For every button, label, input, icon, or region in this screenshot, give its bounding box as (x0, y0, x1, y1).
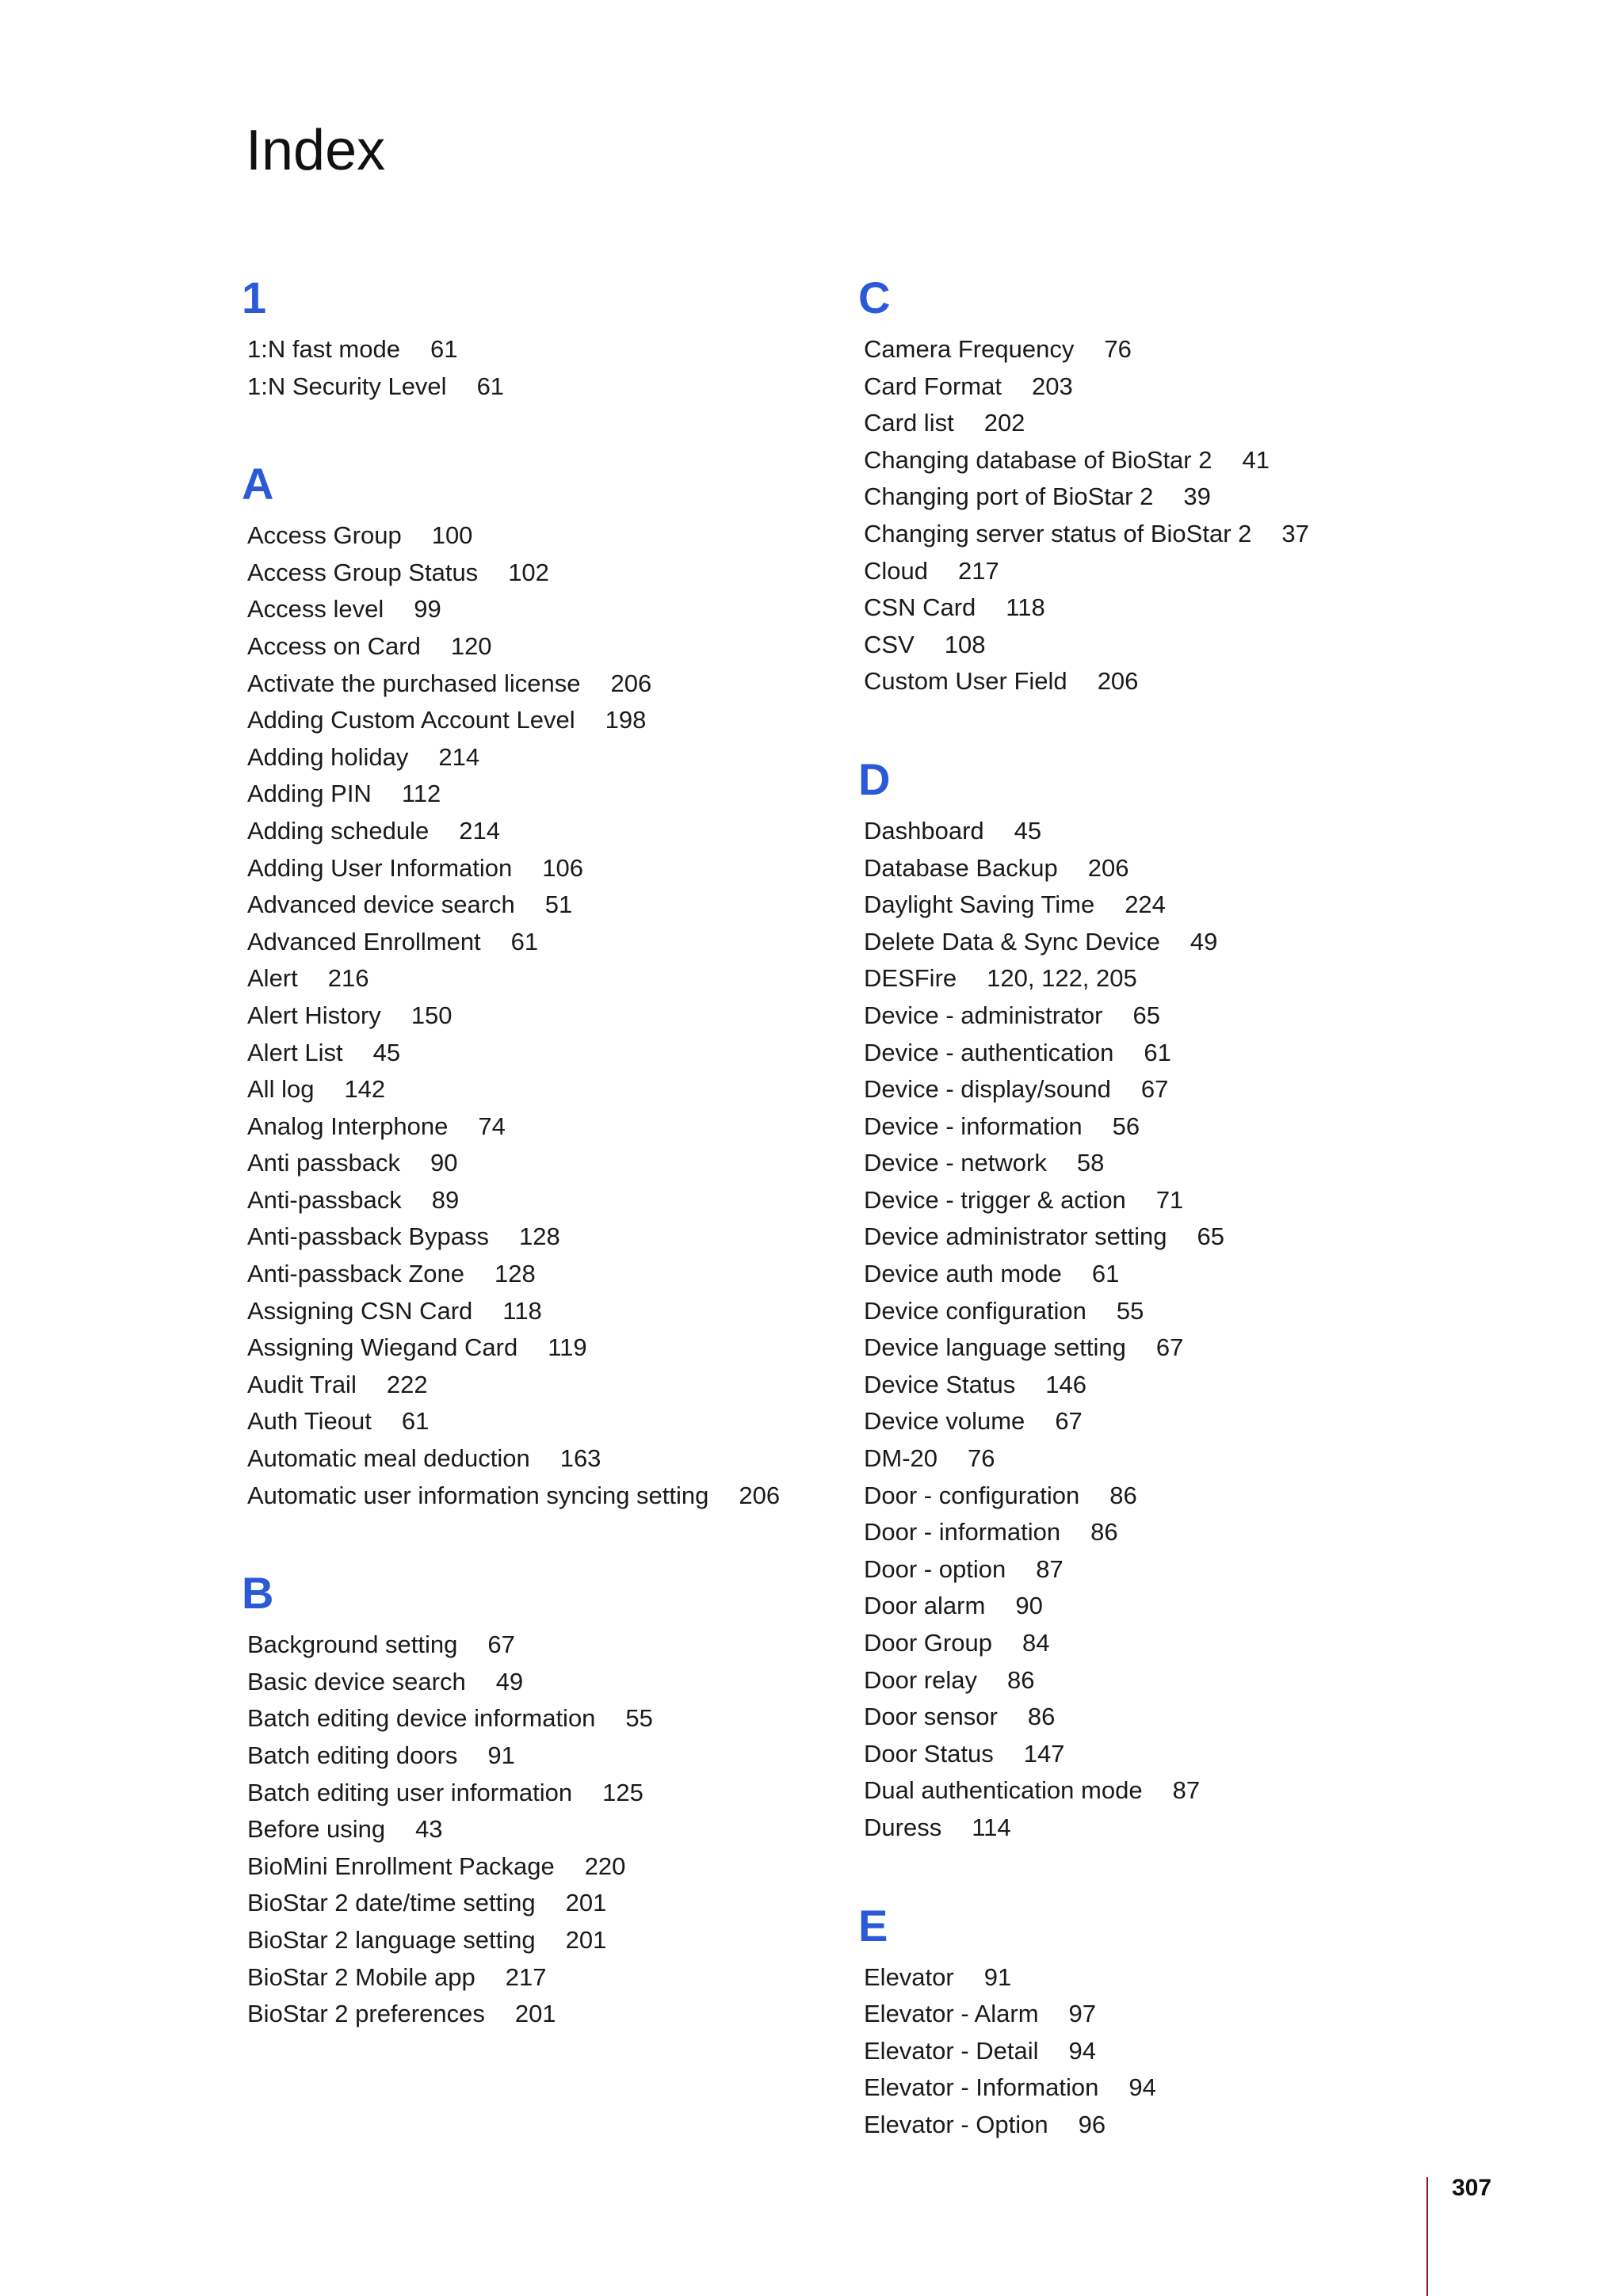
index-entry (858, 1145, 1461, 1182)
index-entry (858, 813, 1461, 850)
entry-term: Anti-passback Zone (247, 1260, 464, 1288)
entry-term: Device configuration (864, 1296, 1086, 1325)
entry-term: BioStar 2 Mobile app (247, 1962, 475, 1991)
entry-term: Anti-passback Bypass (247, 1222, 489, 1251)
index-entry (858, 1772, 1461, 1810)
index-entry (242, 776, 844, 813)
entry-pages[interactable]: 120, 122, 205 (987, 964, 1137, 993)
entry-pages[interactable]: 118 (502, 1296, 542, 1325)
index-column-right (858, 271, 1461, 2196)
index-entry (242, 1367, 844, 1404)
entry-term: Door Group (864, 1629, 992, 1657)
entry-pages[interactable]: 61 (1144, 1038, 1171, 1066)
entry-pages[interactable]: 97 (1068, 2000, 1096, 2028)
entry-term: Assigning CSN Card (247, 1296, 473, 1325)
entry-term: Anti passback (247, 1149, 400, 1177)
index-entry (242, 1959, 844, 1997)
entry-term: Door - option (864, 1554, 1006, 1583)
entry-term: 1:N Security Level (247, 372, 447, 400)
index-entry (242, 924, 844, 961)
entry-pages[interactable]: 61 (401, 1407, 430, 1436)
entry-pages[interactable]: 198 (605, 706, 647, 734)
entry-pages[interactable]: 222 (386, 1370, 428, 1398)
entry-pages[interactable]: 71 (1155, 1185, 1184, 1214)
index-entry (858, 1810, 1461, 1847)
entry-term: Elevator - Information (864, 2073, 1099, 2102)
entry-term: Anti-passback (247, 1185, 402, 1214)
page-number: 307 (1452, 2175, 1492, 2201)
entry-term: CSV (864, 630, 915, 658)
entry-term: Assigning Wiegand Card (247, 1333, 518, 1362)
index-entry (858, 1662, 1461, 1699)
entry-term: 1:N fast mode (247, 335, 400, 363)
index-entry (858, 997, 1461, 1035)
entry-pages[interactable]: 87 (1036, 1554, 1064, 1583)
index-entry (242, 1700, 844, 1737)
entry-pages[interactable]: 214 (459, 816, 500, 845)
index-section (858, 271, 1461, 700)
entry-pages[interactable]: 112 (401, 780, 441, 808)
index-entry (242, 1182, 844, 1219)
index-entry (858, 1478, 1461, 1515)
entry-pages[interactable]: 142 (344, 1075, 386, 1104)
entry-term: Adding holiday (247, 742, 409, 771)
entry-pages[interactable]: 89 (431, 1185, 460, 1214)
index-entry (858, 405, 1461, 442)
entry-pages[interactable]: 67 (1055, 1407, 1083, 1436)
index-entry (242, 813, 844, 850)
entry-term: Batch editing device information (247, 1704, 596, 1733)
entry-pages[interactable]: 74 (478, 1112, 506, 1140)
entry-pages[interactable]: 65 (1132, 1001, 1160, 1029)
entry-pages[interactable]: 206 (1087, 853, 1129, 882)
entry-term: Door - information (864, 1518, 1061, 1547)
entry-pages[interactable]: 45 (1014, 816, 1042, 845)
entry-pages[interactable]: 67 (1155, 1333, 1184, 1362)
index-section (242, 457, 844, 1514)
entry-term: Door - configuration (864, 1481, 1080, 1509)
entry-term: Device - trigger & action (864, 1185, 1126, 1214)
entry-pages[interactable]: 217 (958, 556, 999, 585)
index-entry (858, 1329, 1461, 1367)
entry-pages[interactable]: 43 (415, 1815, 443, 1844)
entry-term: Changing port of BioStar 2 (864, 482, 1154, 511)
entry-pages[interactable]: 41 (1242, 445, 1270, 474)
entry-pages[interactable]: 224 (1125, 891, 1166, 919)
entry-term: Database Backup (864, 853, 1058, 882)
entry-pages[interactable]: 91 (487, 1741, 515, 1769)
entry-pages[interactable]: 201 (514, 2000, 556, 2028)
entry-term: Alert List (247, 1038, 343, 1066)
index-entry (242, 628, 844, 666)
entry-term: Batch editing user information (247, 1778, 573, 1806)
entry-pages[interactable]: 206 (610, 669, 652, 697)
entry-pages[interactable]: 91 (983, 1962, 1012, 1991)
index-entry (858, 1367, 1461, 1404)
entry-pages[interactable]: 96 (1078, 2110, 1106, 2138)
index-entry (242, 517, 844, 555)
entry-pages[interactable]: 206 (739, 1481, 781, 1509)
index-entry (242, 331, 844, 368)
index-entry (858, 1736, 1461, 1773)
index-entry (858, 924, 1461, 961)
entry-pages[interactable]: 128 (518, 1222, 560, 1251)
entry-pages[interactable]: 67 (1140, 1075, 1169, 1104)
entry-pages[interactable]: 37 (1281, 519, 1309, 547)
entry-pages[interactable]: 58 (1076, 1149, 1105, 1177)
section-letter: B (242, 1568, 274, 1619)
entry-term: Adding PIN (247, 780, 372, 808)
entry-term: Device volume (864, 1407, 1025, 1436)
entry-term: Cloud (864, 556, 928, 585)
entry-term: BioMini Enrollment Package (247, 1852, 555, 1880)
entry-term: Duress (864, 1813, 942, 1841)
index-entry (858, 1108, 1461, 1146)
index-entry (242, 1922, 844, 1959)
entry-pages[interactable]: 84 (1022, 1629, 1050, 1657)
entry-term: Advanced device search (247, 891, 515, 919)
entry-term: Advanced Enrollment (247, 927, 481, 955)
entry-term: Automatic user information syncing setting (247, 1481, 709, 1509)
index-entry (858, 1256, 1461, 1293)
entry-term: Alert (247, 964, 298, 993)
entry-pages[interactable]: 51 (544, 891, 573, 919)
entry-term: All log (247, 1075, 315, 1104)
entry-term: BioStar 2 language setting (247, 1925, 536, 1954)
entry-pages[interactable]: 201 (565, 1889, 607, 1917)
index-entry (242, 1737, 844, 1775)
index-entry (242, 1478, 844, 1515)
entry-term: Door relay (864, 1665, 977, 1694)
entry-term: Door alarm (864, 1592, 986, 1620)
entry-term: Access Group (247, 521, 402, 550)
index-section (858, 753, 1461, 1847)
index-column-left (242, 271, 844, 2085)
index-entry (858, 2107, 1461, 2144)
entry-term: Door sensor (864, 1703, 998, 1731)
index-entry (858, 1996, 1461, 2033)
entry-pages[interactable]: 106 (542, 853, 584, 882)
entry-pages[interactable]: 61 (510, 927, 539, 955)
section-letter: C (858, 273, 891, 322)
index-entry (242, 1848, 844, 1886)
index-entry (858, 589, 1461, 627)
index-entry (242, 1627, 844, 1664)
index-section (242, 271, 844, 405)
entry-term: Batch editing doors (247, 1741, 458, 1769)
index-entry (858, 1219, 1461, 1256)
entry-term: Background setting (247, 1630, 458, 1659)
entry-term: Access Group Status (247, 558, 479, 586)
index-entry (858, 368, 1461, 406)
entry-term: Elevator - Option (864, 2110, 1048, 2138)
index-entry (242, 1403, 844, 1440)
entry-pages[interactable]: 114 (972, 1813, 1011, 1841)
section-letter: A (242, 459, 274, 509)
entry-term: Dashboard (864, 816, 984, 845)
index-entry (858, 960, 1461, 997)
entry-term: Device - authentication (864, 1038, 1114, 1066)
entry-term: Camera Frequency (864, 335, 1075, 363)
entry-term: Changing database of BioStar 2 (864, 445, 1212, 474)
index-entry (858, 850, 1461, 887)
index-entry (242, 850, 844, 887)
index-entry (858, 553, 1461, 590)
entry-term: Adding schedule (247, 816, 430, 845)
index-entry (858, 1551, 1461, 1589)
index-entry (242, 1885, 844, 1922)
index-entry (242, 1775, 844, 1812)
entry-pages[interactable]: 55 (1116, 1296, 1144, 1325)
index-entry (242, 368, 844, 406)
entry-term: CSN Card (864, 593, 976, 622)
entry-term: Analog Interphone (247, 1112, 449, 1140)
entry-term: Elevator - Detail (864, 2036, 1039, 2065)
index-entry (858, 1625, 1461, 1662)
entry-term: Daylight Saving Time (864, 891, 1095, 919)
index-entry (242, 702, 844, 739)
index-entry (858, 516, 1461, 553)
index-entry (858, 442, 1461, 479)
entry-pages[interactable]: 87 (1172, 1776, 1201, 1805)
entry-pages[interactable]: 102 (508, 558, 549, 586)
index-entry (858, 1182, 1461, 1219)
index-entry (858, 1699, 1461, 1736)
entry-term: Device auth mode (864, 1260, 1062, 1288)
entry-pages[interactable]: 118 (1006, 593, 1045, 622)
index-entry (242, 1440, 844, 1478)
index-entry (242, 1664, 844, 1701)
index-section (242, 1566, 844, 2033)
entry-pages[interactable]: 49 (1190, 927, 1218, 955)
index-entry (242, 960, 844, 997)
entry-term: DESFire (864, 964, 957, 993)
entry-pages[interactable]: 86 (1027, 1703, 1056, 1731)
entry-pages[interactable]: 203 (1031, 372, 1073, 400)
entry-term: Changing server status of BioStar 2 (864, 519, 1252, 547)
entry-pages[interactable]: 94 (1128, 2073, 1156, 2102)
entry-term: Access on Card (247, 631, 421, 660)
index-entry (242, 591, 844, 628)
entry-pages[interactable]: 202 (983, 409, 1025, 437)
entry-term: Card list (864, 409, 954, 437)
index-entry (858, 627, 1461, 664)
entry-pages[interactable]: 94 (1068, 2036, 1097, 2065)
index-entry (858, 1071, 1461, 1108)
entry-pages[interactable]: 206 (1097, 667, 1139, 696)
index-entry (242, 1811, 844, 1848)
index-entry (858, 2069, 1461, 2107)
entry-term: Elevator - Alarm (864, 2000, 1039, 2028)
entry-pages[interactable]: 56 (1112, 1112, 1140, 1140)
entry-term: BioStar 2 preferences (247, 2000, 485, 2028)
entry-pages[interactable]: 45 (372, 1038, 401, 1066)
entry-pages[interactable]: 220 (584, 1852, 626, 1880)
entry-pages[interactable]: 108 (944, 630, 986, 658)
entry-term: Device - display/sound (864, 1075, 1111, 1104)
entry-term: Custom User Field (864, 667, 1067, 696)
entry-term: Dual authentication mode (864, 1776, 1143, 1805)
index-entry (858, 887, 1461, 924)
entry-term: Device language setting (864, 1333, 1126, 1362)
index-entry (242, 887, 844, 924)
index-entry (858, 1403, 1461, 1440)
entry-pages[interactable]: 61 (476, 372, 505, 400)
entry-term: Adding Custom Account Level (247, 706, 575, 734)
page-title: Index (246, 119, 386, 182)
entry-pages[interactable]: 119 (548, 1333, 587, 1362)
entry-pages[interactable]: 90 (1015, 1592, 1043, 1620)
entry-pages[interactable]: 86 (1109, 1481, 1137, 1509)
entry-term: Device administrator setting (864, 1222, 1167, 1251)
entry-pages[interactable]: 99 (414, 595, 441, 624)
index-entry (242, 1035, 844, 1072)
entry-term: Device - information (864, 1112, 1083, 1140)
section-letter: 1 (242, 273, 267, 322)
entry-term: Adding User Information (247, 853, 513, 882)
index-entry (242, 1219, 844, 1256)
index-entry (242, 1329, 844, 1367)
index-entry (242, 1145, 844, 1182)
entry-pages[interactable]: 163 (559, 1444, 601, 1473)
entry-pages[interactable]: 61 (430, 335, 458, 363)
index-entry (858, 1588, 1461, 1625)
entry-pages[interactable]: 120 (450, 631, 492, 660)
entry-term: Basic device search (247, 1667, 466, 1695)
index-section (858, 1899, 1461, 2144)
entry-pages[interactable]: 150 (411, 1001, 453, 1029)
index-entry (242, 1108, 844, 1146)
entry-pages[interactable]: 216 (327, 964, 369, 993)
entry-pages[interactable]: 146 (1045, 1370, 1086, 1398)
entry-pages[interactable]: 100 (431, 521, 473, 550)
index-entry (858, 479, 1461, 516)
entry-term: Door Status (864, 1739, 994, 1768)
index-entry (858, 1514, 1461, 1551)
entry-pages[interactable]: 201 (565, 1925, 607, 1954)
index-entry (858, 1959, 1461, 1997)
entry-term: Auth Tieout (247, 1407, 372, 1436)
index-entry (858, 1440, 1461, 1478)
index-entry (858, 1035, 1461, 1072)
entry-pages[interactable]: 55 (625, 1704, 653, 1733)
entry-pages[interactable]: 125 (602, 1778, 643, 1806)
entry-term: Before using (247, 1815, 386, 1844)
entry-pages[interactable]: 65 (1197, 1222, 1224, 1251)
entry-pages[interactable]: 214 (438, 742, 480, 771)
entry-pages[interactable]: 67 (487, 1630, 515, 1659)
index-entry (242, 1071, 844, 1108)
entry-pages[interactable]: 217 (505, 1962, 547, 1991)
entry-term: Audit Trail (247, 1370, 357, 1398)
entry-term: Elevator (864, 1962, 954, 1991)
section-letter: D (858, 753, 891, 804)
index-entry (242, 1996, 844, 2033)
entry-pages[interactable]: 147 (1023, 1739, 1065, 1768)
index-entry (858, 2033, 1461, 2070)
entry-term: Delete Data & Sync Device (864, 927, 1160, 955)
entry-pages[interactable]: 86 (1090, 1518, 1118, 1547)
entry-pages[interactable]: 61 (1091, 1260, 1120, 1288)
entry-term: Card Format (864, 372, 1002, 400)
section-letter: E (858, 1900, 888, 1951)
entry-term: Alert History (247, 1001, 381, 1029)
entry-pages[interactable]: 39 (1183, 482, 1211, 511)
entry-pages[interactable]: 128 (494, 1260, 536, 1288)
index-entry (242, 666, 844, 703)
entry-term: Automatic meal deduction (247, 1444, 530, 1473)
page-number-rule (1426, 2177, 1428, 2296)
entry-pages[interactable]: 49 (495, 1667, 524, 1695)
entry-term: Access level (247, 595, 384, 624)
entry-pages[interactable]: 86 (1007, 1665, 1035, 1694)
entry-pages[interactable]: 76 (968, 1444, 995, 1473)
entry-term: Device Status (864, 1370, 1016, 1398)
entry-pages[interactable]: 90 (430, 1149, 458, 1177)
index-entry (858, 663, 1461, 700)
index-entry (242, 739, 844, 776)
index-entry (242, 1256, 844, 1293)
index-entry (242, 997, 844, 1035)
entry-term: DM-20 (864, 1444, 938, 1473)
index-entry (858, 1293, 1461, 1330)
index-entry (858, 331, 1461, 368)
index-entry (242, 555, 844, 592)
entry-term: Device - administrator (864, 1001, 1103, 1029)
entry-pages[interactable]: 76 (1104, 335, 1132, 363)
entry-term: Device - network (864, 1149, 1047, 1177)
entry-term: Activate the purchased license (247, 669, 581, 697)
index-entry (242, 1293, 844, 1330)
entry-term: BioStar 2 date/time setting (247, 1889, 536, 1917)
